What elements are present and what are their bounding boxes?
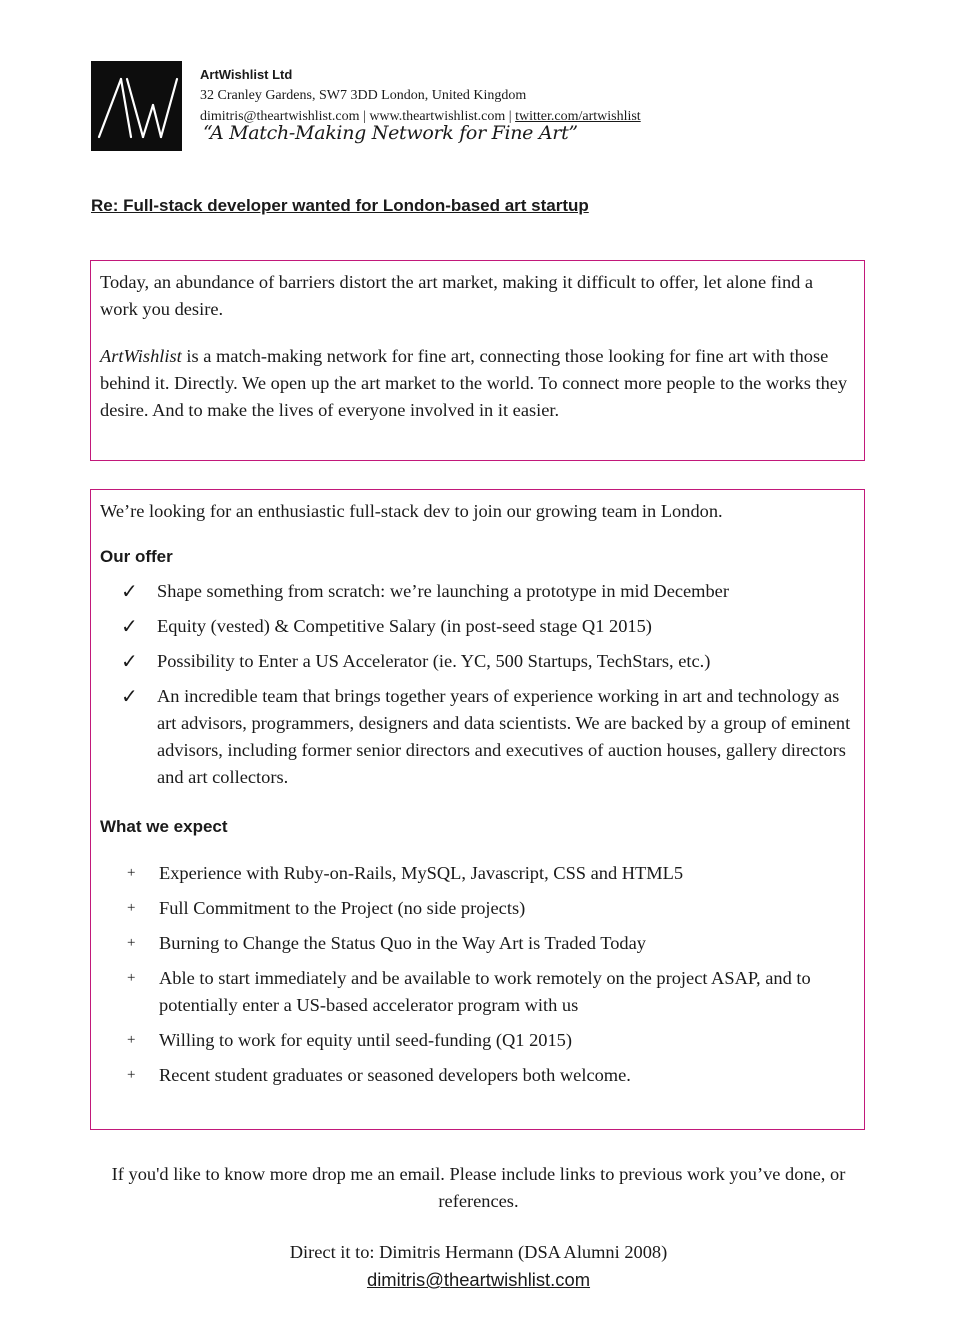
contact-website[interactable]: www.theartwishlist.com <box>369 109 506 124</box>
plus-icon: + <box>127 1067 136 1083</box>
plus-icon: + <box>127 865 136 881</box>
expect-heading: What we expect <box>100 817 228 836</box>
check-icon: ✓ <box>121 649 138 673</box>
offer-item <box>100 648 855 675</box>
expect-text: Able to start immediately and be available to work remotely on the project ASAP, and to potentially enter a US-based accelerator program with us <box>159 968 811 1015</box>
plus-icon: + <box>127 900 136 916</box>
footer-cta: If you'd like to know more drop me an email. Please include links to previous work you’ve done, or references. <box>111 1164 846 1211</box>
expect-item <box>100 1027 855 1054</box>
expect-text: Experience with Ruby-on-Rails, MySQL, Javascript, CSS and HTML5 <box>159 863 684 883</box>
expect-item <box>100 965 855 1019</box>
job-lead: We’re looking for an enthusiastic full-stack dev to join our growing team in London. <box>100 501 723 521</box>
company-info <box>200 64 641 127</box>
aw-logo-icon <box>91 61 182 151</box>
intro-box <box>90 260 865 461</box>
offer-list <box>100 578 855 791</box>
offer-heading: Our offer <box>100 547 173 566</box>
contact-email[interactable]: dimitris@theartwishlist.com <box>200 109 360 124</box>
contact-twitter-link[interactable]: twitter.com/artwishlist <box>515 109 641 124</box>
expect-item <box>100 895 855 922</box>
expect-text: Willing to work for equity until seed-funding (Q1 2015) <box>159 1030 572 1050</box>
offer-text: Possibility to Enter a US Accelerator (ie. YC, 500 Startups, TechStars, etc.) <box>157 651 711 671</box>
separator: | <box>359 109 370 124</box>
offer-item <box>100 683 855 791</box>
offer-item <box>100 613 855 640</box>
offer-text: Equity (vested) & Competitive Salary (in post-seed stage Q1 2015) <box>157 616 652 636</box>
separator: | <box>505 109 516 124</box>
offer-text: An incredible team that brings together years of experience working in art and technology as art advisors, programmers, designers and data scientists. We are backed by a group of eminent advisors, including former senior directors and executives of auction houses, gallery directors and art collectors. <box>157 686 851 787</box>
plus-icon: + <box>127 1032 136 1048</box>
subject-line: Re: Full-stack developer wanted for London-based art startup <box>91 196 589 215</box>
expect-text: Full Commitment to the Project (no side projects) <box>159 898 526 918</box>
offer-item <box>100 578 855 605</box>
company-address: 32 Cranley Gardens, SW7 3DD London, United Kingdom <box>200 88 527 103</box>
expect-list <box>100 860 855 1089</box>
expect-text: Burning to Change the Status Quo in the Way Art is Traded Today <box>159 933 646 953</box>
check-icon: ✓ <box>121 684 138 708</box>
brand-name: ArtWishlist <box>100 346 182 366</box>
expect-text: Recent student graduates or seasoned developers both welcome. <box>159 1065 631 1085</box>
plus-icon: + <box>127 935 136 951</box>
check-icon: ✓ <box>121 579 138 603</box>
expect-item <box>100 930 855 957</box>
check-icon: ✓ <box>121 614 138 638</box>
plus-icon: + <box>127 970 136 986</box>
footer-email-link[interactable]: dimitris@theartwishlist.com <box>366 1269 591 1290</box>
company-logo <box>91 61 182 151</box>
direct-to-line: Direct it to: Dimitris Hermann (DSA Alumni 2008) <box>289 1242 668 1262</box>
company-name: ArtWishlist Ltd <box>200 67 293 82</box>
footer-contact <box>90 1239 867 1293</box>
expect-item <box>100 1062 855 1089</box>
brand-description: is a match-making network for fine art, connecting those looking for fine art with those behind it. Directly. We open up the art market to the world. To connect more people to the works they desire. And to make the lives of everyone involved in it easier. <box>100 346 848 420</box>
company-tagline: “A Match-Making Network for Fine Art” <box>203 122 578 144</box>
offer-text: Shape something from scratch: we’re launching a prototype in mid December <box>157 581 729 601</box>
expect-item <box>100 860 855 887</box>
intro-paragraph: Today, an abundance of barriers distort the art market, making it difficult to offer, let alone find a work you desire. <box>100 272 814 319</box>
job-box <box>90 489 865 1130</box>
brand-paragraph <box>100 343 855 424</box>
